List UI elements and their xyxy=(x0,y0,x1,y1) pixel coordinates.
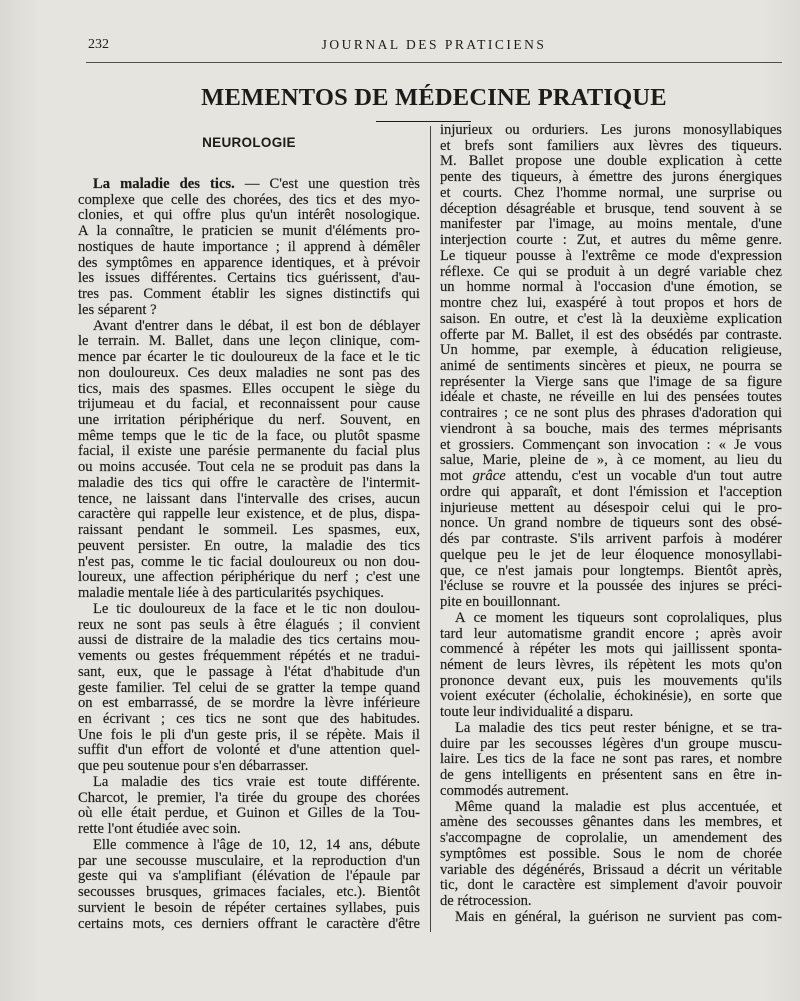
text-line xyxy=(440,737,782,753)
text-line xyxy=(440,721,782,737)
line-text: vements ou gestes fréquemment répétés et ne tradui- xyxy=(78,648,420,665)
line-text: ordre qui apparaît, et dont l'émission et l'acception xyxy=(440,483,782,500)
line-text: tics, mais des spasmes. Elles occupent le siège du xyxy=(78,380,420,397)
text-line xyxy=(440,469,782,485)
line-text: de gens intelligents en présentent sans en être in- xyxy=(440,767,782,784)
text-line xyxy=(78,854,420,870)
line-text: laire. Les tics de la face ne sont pas rares, et nombre xyxy=(440,751,782,768)
text-line xyxy=(78,869,420,885)
line-text: secousses brusques, grimaces faciales, etc.). Bientôt xyxy=(78,884,420,901)
text-line xyxy=(78,743,420,759)
line-text: où elle était perdue, et Guinon et Gilles de la Tou- xyxy=(78,805,420,822)
line-text: ou moins accusée. Tout cela ne se produit pas dans la xyxy=(78,459,420,476)
text-line xyxy=(78,476,420,492)
text-line xyxy=(440,847,782,863)
right-column xyxy=(440,123,782,925)
line-text: même temps que le tic de la face, ou plutôt spasme xyxy=(78,427,420,444)
text-line xyxy=(440,642,782,658)
text-line xyxy=(78,618,420,634)
text-line xyxy=(78,256,420,272)
text-line xyxy=(440,516,782,532)
text-line xyxy=(78,177,420,193)
line-text: A la connaître, le praticien se munit d'éléments pro- xyxy=(78,223,420,240)
text-line xyxy=(440,438,782,454)
text-line xyxy=(78,334,420,350)
line-text: maladie mentale liée à des particularités psychiques. xyxy=(78,585,384,602)
text-run: attendu, c'est un vocable d'un tout autre xyxy=(505,468,782,485)
line-text: trijumeau et du facial, et reconnaissent pour cause xyxy=(78,396,420,413)
paragraph xyxy=(440,123,782,611)
text-run: — C'est une question très xyxy=(234,176,420,192)
text-line xyxy=(78,649,420,665)
section-heading: NEUROLOGIE xyxy=(202,135,296,150)
text-line xyxy=(440,611,782,627)
line-text: Une fois le pli d'un geste pris, il se répète. Mais il xyxy=(78,726,420,743)
text-line xyxy=(78,271,420,287)
text-line xyxy=(440,627,782,643)
text-line xyxy=(78,633,420,649)
line-text: que, ce n'est jamais pour longtemps. Bientôt après, xyxy=(440,562,782,579)
line-text: peuvent persister. En outre, la maladie des tics xyxy=(78,537,420,554)
line-text: geste familier. Tel celui de se gratter la tempe quand xyxy=(78,679,420,696)
text-line xyxy=(78,460,420,476)
line-text: duire par les secousses légères d'un groupe muscu- xyxy=(440,735,782,752)
line-text: réflexe. Ce qui se produit à un degré variable chez xyxy=(440,263,782,280)
text-line xyxy=(78,555,420,571)
line-text: clonies, et qui offre plus qu'un intérêt nosologique. xyxy=(78,207,420,224)
line-text: M. Ballet propose une double explication à cette xyxy=(440,153,782,170)
text-line xyxy=(78,539,420,555)
text-line xyxy=(440,752,782,768)
line-text: toute leur individualité a disparu. xyxy=(440,704,634,721)
line-text: nostiques de haute importance ; il apprend à démêler xyxy=(78,238,420,255)
paragraph xyxy=(440,910,782,926)
text-line xyxy=(78,224,420,240)
line-text: une irritation périphérique du nerf. Souvent, en xyxy=(78,412,420,429)
text-line xyxy=(440,705,782,721)
line-text: La maladie des tics vraie est toute différente. xyxy=(93,773,420,790)
text-line xyxy=(440,375,782,391)
line-text: Même quand la maladie est plus accentuée, et xyxy=(455,798,782,815)
text-line xyxy=(78,303,420,319)
line-text: manifester par l'image, au moins mentale, d'une xyxy=(440,216,782,233)
page-number: 232 xyxy=(88,37,109,52)
line-text: Charcot, le premier, l'a tirée du groupe des chorées xyxy=(78,789,420,806)
line-text: et brefs sont familiers aux lèvres des tiqueurs. xyxy=(440,137,782,154)
line-text: les issues différentes. Certains tics guérissent, d'au- xyxy=(78,270,420,287)
text-line xyxy=(78,523,420,539)
line-text: survient le besoin de répéter certaines syllabes, puis xyxy=(78,899,420,916)
text-line xyxy=(440,453,782,469)
text-line xyxy=(440,878,782,894)
header-rule xyxy=(86,62,782,63)
italic-word: grâce xyxy=(472,468,506,485)
line-text: animé de sentiments sincères et pieux, ne pourra se xyxy=(440,358,782,375)
line-text: de rétrocession. xyxy=(440,892,532,909)
text-line xyxy=(440,249,782,265)
text-line xyxy=(78,319,420,335)
left-column xyxy=(78,177,420,932)
text-line xyxy=(440,485,782,501)
line-text: caractère qui rappelle leur existence, et de plus, dispa- xyxy=(78,506,420,523)
line-text xyxy=(93,176,420,192)
column-rule xyxy=(430,126,431,932)
text-line xyxy=(78,885,420,901)
line-text: pente des tiqueurs, à émettre des jurons énergiques xyxy=(440,169,782,186)
text-line xyxy=(440,139,782,155)
line-text: commencé à répéter les mots qui jaillissent sponta- xyxy=(440,641,782,658)
line-text: loureux, une affection périphérique du nerf ; c'est une xyxy=(78,569,420,586)
line-text: et grossiers. Commençant son invocation : « Je vous xyxy=(440,436,782,453)
text-line xyxy=(440,422,782,438)
text-line xyxy=(78,507,420,523)
text-line xyxy=(440,910,782,926)
line-text: commodés autrement. xyxy=(440,782,569,799)
line-text: offerte par M. Ballet, il est des obsédés par contraste. xyxy=(440,326,782,343)
line-text: les séparent ? xyxy=(78,301,157,318)
line-text: que peu soutenue pour s'en débarrasser. xyxy=(78,758,309,775)
text-line xyxy=(78,193,420,209)
text-line xyxy=(440,217,782,233)
line-text: geste qui va s'amplifiant (élévation de l'épaule par xyxy=(78,868,420,885)
line-text: idéale et chaste, ne réveille en lui des pensées toutes xyxy=(440,389,782,406)
line-text: salue, Marie, pleine de », à ce moment, au lieu du xyxy=(440,452,782,469)
line-text: maladie des tics qui offre le caractère de l'intermit- xyxy=(78,474,420,491)
paragraph xyxy=(78,319,420,602)
text-line xyxy=(440,784,782,800)
line-text: Un homme, par exemple, à éducation religieuse, xyxy=(440,342,782,359)
text-line xyxy=(440,894,782,910)
text-line xyxy=(78,901,420,917)
text-line xyxy=(440,202,782,218)
line-text: montre chez lui, exaspéré à tout propos et hors de xyxy=(440,295,782,312)
line-text: contraires ; ce ne sont plus des phrases d'adoration qui xyxy=(440,405,782,422)
text-line xyxy=(78,602,420,618)
text-line xyxy=(440,800,782,816)
text-line xyxy=(78,806,420,822)
line-text: A ce moment les tiqueurs sont coprolaliques, plus xyxy=(455,609,782,626)
paragraph xyxy=(78,775,420,838)
text-line xyxy=(78,681,420,697)
text-line xyxy=(440,390,782,406)
text-run: mot xyxy=(440,468,473,485)
line-text: injurieux ou orduriers. Les jurons monosyllabiques xyxy=(440,122,782,138)
text-line xyxy=(78,492,420,508)
line-text: l'écluse se rouvre et la poussée des injures se préci- xyxy=(440,578,782,595)
text-line xyxy=(440,328,782,344)
text-line xyxy=(440,579,782,595)
text-line xyxy=(440,296,782,312)
text-line xyxy=(78,382,420,398)
line-text: tence, ne laissant dans l'intervalle des crises, aucun xyxy=(78,490,420,507)
line-text: s'accompagne de coprolalie, un amendement des xyxy=(440,830,782,847)
line-text: rette l'ont étudiée avec soin. xyxy=(78,821,241,838)
line-text: un homme normal à l'occasion d'une émotion, se xyxy=(440,279,782,296)
text-line xyxy=(440,863,782,879)
paragraph xyxy=(78,602,420,775)
line-text: suffit d'un effort de volonté et d'une attention quel- xyxy=(78,742,420,759)
line-text: aussi de distraire de la maladie des tics certains mou- xyxy=(78,632,420,649)
line-text: sant, eux, que le passage à l'état d'habitude d'un xyxy=(78,663,420,680)
line-text: variable des dégénérés, Brissaud a décrit un véritable xyxy=(440,861,782,878)
run-in-heading: La maladie des tics. xyxy=(93,176,235,192)
line-text: dés par contraste. S'ils arrivent parfois à modérer xyxy=(440,531,782,548)
line-text: représenter la Vierge sans que l'image de sa figure xyxy=(440,373,782,390)
text-line xyxy=(78,665,420,681)
text-line xyxy=(440,595,782,611)
line-text: tic, dont le caractère est simplement d'avoir pouvoir xyxy=(440,877,782,894)
text-line xyxy=(440,532,782,548)
line-text: complexe que celle des chorées, des tics et des myo- xyxy=(78,191,420,208)
text-line xyxy=(78,696,420,712)
text-line xyxy=(78,429,420,445)
article-title: MEMENTOS DE MÉDECINE PRATIQUE xyxy=(201,84,667,111)
line-text: en écrivant ; ces tics ne sont que des habitudes. xyxy=(78,710,420,727)
line-text xyxy=(440,468,782,484)
text-line xyxy=(440,265,782,281)
line-text: interjection courte : Zut, et autres du même genre. xyxy=(440,232,782,249)
line-text: mence par écarter le tic douloureux de la face et le tic xyxy=(78,349,420,366)
line-text: amène des secousses gênantes dans les membres, et xyxy=(440,814,782,831)
text-line xyxy=(78,586,420,602)
text-line xyxy=(78,728,420,744)
line-text: Le tiqueur pousse à l'extrême ce mode d'expression xyxy=(440,247,782,264)
line-text: on est embarrassé, de se mordre la lèvre inférieure xyxy=(78,695,420,712)
line-text: des symptômes en apparence identiques, et à prévoir xyxy=(78,254,420,271)
paragraph xyxy=(78,838,420,932)
line-text: Elle commence à l'âge de 10, 12, 14 ans, débute xyxy=(93,836,420,853)
text-line xyxy=(78,570,420,586)
text-line xyxy=(78,208,420,224)
text-line xyxy=(440,815,782,831)
text-line xyxy=(440,548,782,564)
text-line xyxy=(440,768,782,784)
line-text: facial, il existe une parésie permanente du facial plus xyxy=(78,443,420,460)
line-text: Le tic douloureux de la face et le tic non doulou- xyxy=(93,600,420,617)
text-line xyxy=(78,838,420,854)
line-text: non douloureux. Ces deux maladies ne sont pas des xyxy=(78,364,420,381)
line-text: nément de leurs lèvres, ils répètent les mots qu'on xyxy=(440,656,782,673)
line-text: viendront à sa bouche, mais des termes méprisants xyxy=(440,420,782,437)
line-text: symptômes est possible. Sous le nom de chorée xyxy=(440,845,782,862)
text-line xyxy=(440,170,782,186)
line-text: et courts. Chez l'homme normal, une surprise ou xyxy=(440,184,782,201)
text-line xyxy=(440,280,782,296)
line-text: raissant pendant le sommeil. Les spasmes, eux, xyxy=(78,522,420,539)
line-text: certains mots, ces derniers offrant le caractère d'être xyxy=(78,915,420,932)
line-text: La maladie des tics peut rester bénigne, et se tra- xyxy=(455,719,782,736)
line-text: tres pas. Comment établir les signes distinctifs qui xyxy=(78,286,420,303)
running-title: JOURNAL DES PRATICIENS xyxy=(321,37,547,52)
text-line xyxy=(440,233,782,249)
line-text: pite en bouillonnant. xyxy=(440,594,561,611)
line-text: Mais en général, la guérison ne survient pas com- xyxy=(455,908,782,925)
text-line xyxy=(440,186,782,202)
line-text: Avant d'entrer dans le débat, il est bon de déblayer xyxy=(93,317,420,334)
line-text: injurieuse mettent au désespoir celui qui le pro- xyxy=(440,499,782,516)
text-line xyxy=(78,287,420,303)
text-line xyxy=(78,444,420,460)
paragraph xyxy=(78,177,420,319)
text-line xyxy=(78,366,420,382)
line-text: saison. En outre, et c'est là la deuxième explication xyxy=(440,310,782,327)
text-line xyxy=(440,123,782,139)
line-text: par une secousse musculaire, et la reproduction d'un xyxy=(78,852,420,869)
text-line xyxy=(78,712,420,728)
text-line xyxy=(440,154,782,170)
text-line xyxy=(440,359,782,375)
text-line xyxy=(440,689,782,705)
line-text: quelque peu le jet de leur éloquence monosyllabi- xyxy=(440,546,782,563)
paragraph xyxy=(440,721,782,800)
text-line xyxy=(78,822,420,838)
line-text: prononce devant eux, puis les mouvements qu'ils xyxy=(440,672,782,689)
paragraph xyxy=(440,800,782,910)
line-text: nonce. Un grand nombre de tiqueurs sont des obsé- xyxy=(440,515,782,532)
text-line xyxy=(440,674,782,690)
line-text: le terrain. M. Ballet, dans une leçon clinique, com- xyxy=(78,333,420,350)
text-line xyxy=(440,343,782,359)
text-line xyxy=(78,917,420,933)
line-text: voient exécuter (écholalie, échokinésie), en sorte que xyxy=(440,688,782,705)
line-text: déception désagréable et brusque, tend souvent à se xyxy=(440,200,782,217)
text-line xyxy=(78,240,420,256)
text-line xyxy=(440,406,782,422)
text-line xyxy=(440,658,782,674)
text-line xyxy=(78,350,420,366)
line-text: tard leur automatisme grandit encore ; après avoir xyxy=(440,625,782,642)
line-text: reux ne sont pas seuls à être élagués ; il convient xyxy=(78,616,420,633)
line-text: n'est pas, comme le tic facial douloureux ou non dou- xyxy=(78,553,420,570)
text-line xyxy=(440,312,782,328)
text-line xyxy=(78,413,420,429)
paragraph xyxy=(440,611,782,721)
text-line xyxy=(78,397,420,413)
text-line xyxy=(440,831,782,847)
text-line xyxy=(440,564,782,580)
text-line xyxy=(78,775,420,791)
text-line xyxy=(78,759,420,775)
text-line xyxy=(78,791,420,807)
text-line xyxy=(440,501,782,517)
